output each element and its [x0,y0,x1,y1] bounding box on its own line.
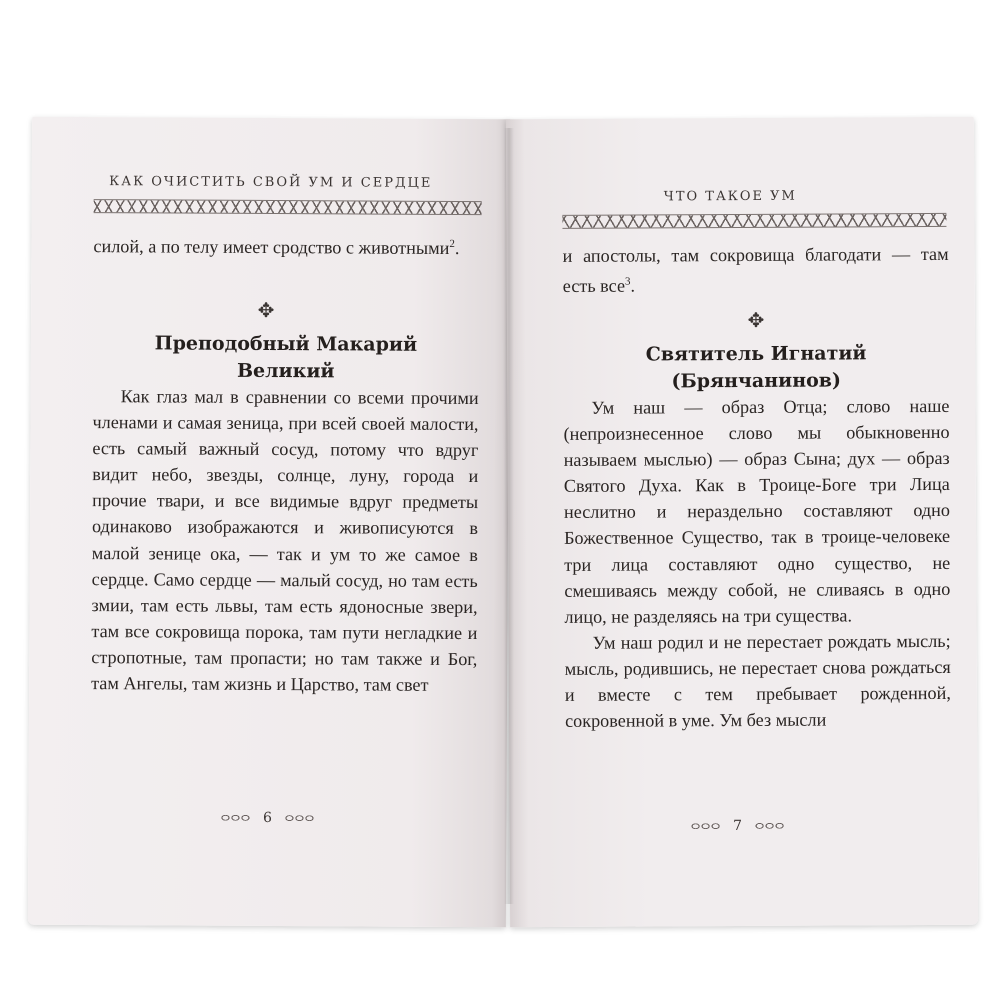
page-footer [28,809,506,828]
continuation-text [563,241,949,299]
paragraph-2: Ум наш родил и не перестает рождать мысль; мысль, родившись, не перестает снова рождаться и вместе с тем пребывает рожденной, сокровенной в уме. Ум без мысли [564,630,951,732]
heading-line-1: Святитель Игнатий [645,342,867,366]
footnote-ref: 2 [449,237,455,250]
open-book [30,118,978,926]
knot-ornament-icon [219,814,251,822]
footnote-ref: 3 [624,275,631,288]
braided-ornament-bar [94,199,482,215]
cross-ornament-icon: ✥ [257,297,275,323]
right-page [506,117,978,927]
continuation-end: . [630,275,636,296]
heading-line-1: Преподобный Макарий [154,332,418,356]
braided-ornament-bar [562,213,946,229]
paragraph-1: Ум наш — образ Отца; слово наше (непроизнесенное слово мы обыкновенно называем мыслью) — образ Сына; дух — образ Святого Духа. Как в Троице-Боге три Лица неслитно и нераздельно составляют одно Божественное Существо, так в троице-человеке три лица составляют одно существо, не смешиваясь между собой, не сливаясь в одно лицо, не разделяясь на три существа. [563,395,951,627]
running-head: ЧТО ТАКОЕ УМ [663,188,797,205]
paragraph: Как глаз мал в сравнении со всеми прочими членами и самая зеница, при всей своей малости, есть самый важный сосуд, потому что вдруг видит небо, звезды, солнце, луну, города и прочие твари, и все видимые вдруг предметы одинаково изображаются и живописуются в малой зенице ока, — так и ум то же самое в сердце. Само сердце — малый сосуд, но там есть змии, там есть львы, там есть ядоносные звери, там все сокровища порока, там пути негладкие и стропотные, там пропасти; но там также и Бог, там Ангелы, там жизнь и Царство, там свет [91,386,479,695]
page-number: 6 [262,809,272,827]
body-text [563,393,951,734]
body-text [91,383,479,698]
continuation-text [93,229,479,261]
knot-ornament-icon [284,814,316,822]
continuation-body: и апостолы, там сокровища благодати — там есть все [562,243,949,297]
heading-line-2: Великий [236,359,335,383]
section-heading [563,340,949,396]
left-page [28,117,510,927]
running-head: КАК ОЧИСТИТЬ СВОЙ УМ И СЕРДЦЕ [109,174,433,191]
continuation-end: . [454,238,460,259]
cross-ornament-icon: ✥ [747,307,765,332]
knot-ornament-icon [754,822,786,830]
knot-ornament-icon [689,822,721,830]
continuation-body: силой, а по телу имеет сродство с животными [93,236,450,259]
page-footer [504,817,972,835]
heading-line-2: (Брянчанинов) [671,369,842,393]
section-heading [93,330,479,386]
page-number: 7 [733,818,743,835]
book-spine-shadow [504,128,514,904]
